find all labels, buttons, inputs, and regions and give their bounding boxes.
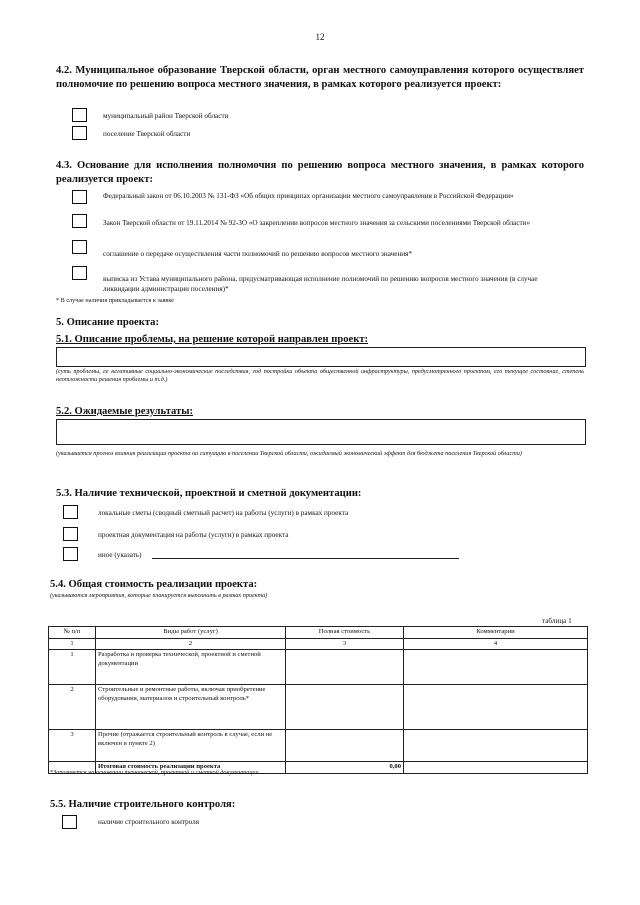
- problem-description-hint: (суть проблемы, ее негативные социально-экономические последствия, год постройки объекта общественной инфраструктуры, предусмотренного проектом, его текущее состояние, степень неотложности решения проблемы и т.д.): [56, 368, 584, 383]
- row-3-number: 3: [49, 730, 96, 762]
- option-local-estimates: локальные сметы (сводный сметный расчет) на работы (услуги) в рамках проекта: [98, 509, 349, 517]
- checkbox-regional-law[interactable]: [72, 214, 87, 228]
- row-1-number: 1: [49, 650, 96, 685]
- option-municipal-district: муниципальный район Тверской области: [103, 112, 229, 120]
- section-5-1-title: 5.1. Описание проблемы, на решение которой направлен проект:: [56, 334, 369, 345]
- option-settlement: поселение Тверской области: [103, 130, 191, 138]
- page-number: 12: [315, 32, 325, 42]
- other-input-line[interactable]: [152, 558, 459, 559]
- section-5-title: 5. Описание проекта:: [56, 317, 159, 328]
- checkbox-municipal-district[interactable]: [72, 108, 87, 122]
- option-federal-law: Федеральный закон от 06.10.2003 № 131-ФЗ «Об общих принципах организации местного самоуправления в Российской Федерации»: [103, 192, 514, 200]
- row-2-cost[interactable]: [286, 685, 404, 730]
- table-footnote: *Заполняется на основании технической, проектной и сметной документации: [50, 769, 259, 776]
- option-construction-control: наличие строительного контроля: [98, 818, 200, 826]
- checkbox-settlement[interactable]: [72, 126, 87, 140]
- checkbox-local-estimates[interactable]: [63, 505, 78, 519]
- checkbox-project-docs[interactable]: [63, 527, 78, 541]
- col-number-3: 3: [286, 638, 404, 650]
- section-4-3-footnote: * В случае наличия прикладывается к заявке: [56, 297, 174, 304]
- table-header-row: [49, 627, 588, 639]
- section-4-3-title: 4.3. Основание для исполнения полномочия по решению вопроса местного значения, в рамках которого реализуется проект:: [56, 160, 584, 185]
- section-4-2-title: 4.2. Муниципальное образование Тверской области, орган местного самоуправления которого осуществляет полномочие по решению вопроса местного значения, в рамках которого реализуется проект:: [56, 65, 584, 90]
- table-col-number-row: [49, 638, 588, 650]
- table-row: [49, 650, 588, 685]
- col-number-1: 1: [49, 638, 96, 650]
- checkbox-agreement[interactable]: [72, 240, 87, 254]
- option-charter-extract: выписка из Устава муниципального района, предусматривающая исполнение полномочий по решению вопросов местного значения (в случае ликвидации администрации поселения)*: [103, 275, 538, 293]
- row-1-work: Разработка и проверка технической, проектной и сметной документации: [96, 650, 286, 685]
- col-number-4: 4: [404, 638, 588, 650]
- total-comment-cell: [404, 762, 588, 774]
- option-regional-law: Закон Тверской области от 19.11.2014 № 92-ЗО «О закреплении вопросов местного значения за сельскими поселениями Тверской области»: [103, 219, 531, 227]
- section-5-5-title: 5.5. Наличие строительного контроля:: [50, 799, 236, 810]
- checkbox-construction-control[interactable]: [62, 815, 77, 829]
- row-3-comment[interactable]: [404, 730, 588, 762]
- table-row: [49, 730, 588, 762]
- header-full-cost: Полная стоимость: [286, 627, 404, 639]
- header-work-type: Виды работ (услуг): [96, 627, 286, 639]
- checkbox-federal-law[interactable]: [72, 190, 87, 204]
- row-2-comment[interactable]: [404, 685, 588, 730]
- row-3-cost[interactable]: [286, 730, 404, 762]
- option-agreement: соглашение о передаче осуществления части полномочий по решению вопросов местного значения*: [103, 250, 413, 258]
- row-1-cost[interactable]: [286, 650, 404, 685]
- section-5-2-title: 5.2. Ожидаемые результаты:: [56, 406, 194, 417]
- row-2-number: 2: [49, 685, 96, 730]
- expected-results-field[interactable]: [56, 419, 586, 445]
- cost-table: [48, 626, 588, 774]
- row-1-comment[interactable]: [404, 650, 588, 685]
- total-value: 0,00: [286, 762, 404, 774]
- section-5-4-title: 5.4. Общая стоимость реализации проекта:: [50, 579, 258, 590]
- expected-results-hint: (указывается прогноз влияния реализации проекта на ситуацию в поселении Тверской области, ожидаемый экономический эффект для бюджета поселения Тверской области): [56, 450, 522, 457]
- checkbox-charter-extract[interactable]: [72, 266, 87, 280]
- header-comments: Комментарии: [404, 627, 588, 639]
- section-5-4-hint: (указываются мероприятия, которые планируется выполнить в рамках проекта): [50, 592, 268, 599]
- row-3-work: Прочие (отражается строительный контроль в случае, если не включен в пункте 2): [96, 730, 286, 762]
- table-caption: таблица 1: [542, 617, 572, 625]
- problem-description-field[interactable]: [56, 347, 586, 367]
- table-row: [49, 685, 588, 730]
- header-number: № п/п: [49, 627, 96, 639]
- checkbox-other[interactable]: [63, 547, 78, 561]
- total-label: Итоговая стоимость реализации проекта: [96, 762, 286, 774]
- col-number-2: 2: [96, 638, 286, 650]
- option-project-docs: проектная документация на работы (услуги) в рамках проекта: [98, 531, 289, 539]
- section-5-3-title: 5.3. Наличие технической, проектной и сметной документации:: [56, 488, 362, 499]
- row-2-work: Строительные и ремонтные работы, включая приобретение оборудования, материалов и строительный контроль*: [96, 685, 286, 730]
- option-other: иное (указать): [98, 551, 142, 559]
